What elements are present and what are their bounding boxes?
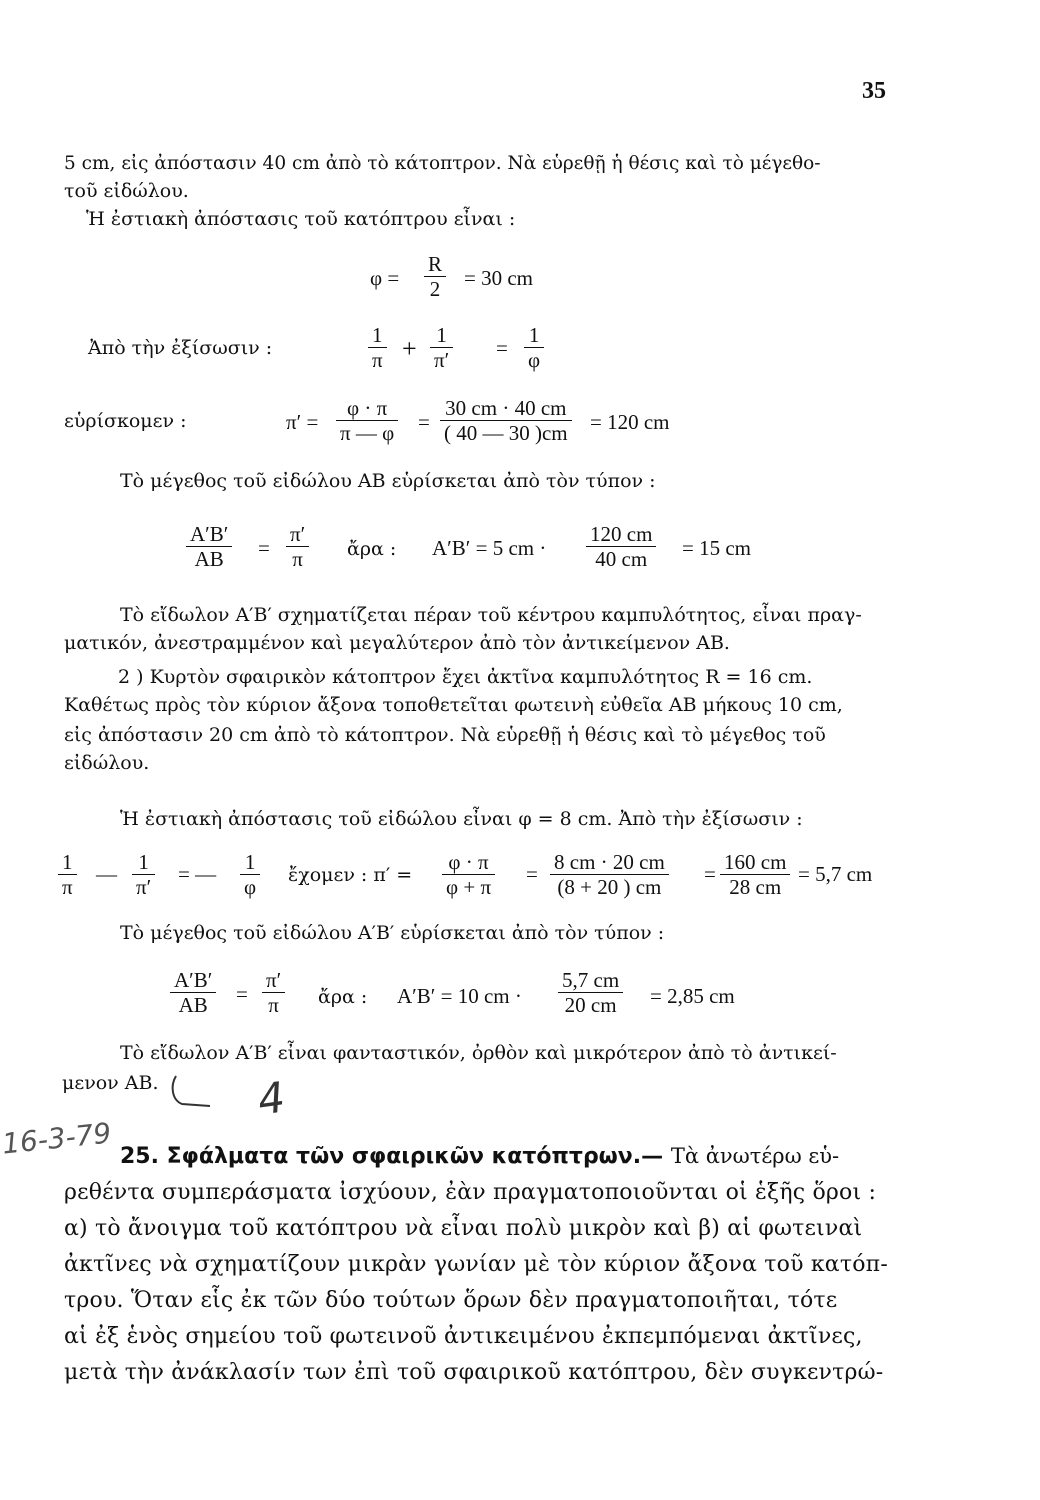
text-line: αἱ ἐξ ἑνὸς σημείου τοῦ φωτεινοῦ ἀντικειμένου ἐκπεμπόμεναι ἀκτῖνες,: [64, 1324, 863, 1349]
fraction-numerator: R: [424, 252, 446, 277]
fraction-r-over-2: [424, 252, 446, 301]
fraction-numerator: 1: [240, 850, 260, 875]
fraction-denominator: φ: [244, 875, 257, 899]
fraction-ab-ratio: [186, 522, 232, 571]
fraction-numerator: 1: [368, 323, 387, 348]
section-number: 25.: [120, 1144, 159, 1169]
text-line: μετὰ τὴν ἀνάκλασίν των ἐπὶ τοῦ σφαιρικοῦ κατόπτρου, δὲν συγκεντρώ-: [64, 1360, 884, 1385]
text-line: ρεθέντα συμπεράσματα ἰσχύουν, ἐὰν πραγματοποιοῦνται οἱ ἑξῆς ὅροι :: [64, 1180, 877, 1205]
text-line: α) τὸ ἄνοιγμα τοῦ κατόπτρου νὰ εἶναι πολὺ μικρὸν καὶ β) αἱ φωτειναὶ: [64, 1216, 863, 1241]
fraction-denominator: π′: [136, 875, 152, 899]
text-line: Τὸ μέγεθος τοῦ εἰδώλου ΑΒ εὑρίσκεται ἀπὸ τὸν τύπον :: [120, 470, 656, 492]
equation-label: Ἀπὸ τὴν ἐξίσωσιν :: [88, 337, 273, 359]
fraction-1-over-pi-prime: [132, 850, 155, 899]
fraction-numerator: φ · π: [442, 850, 495, 875]
fraction-denominator: ( 40 — 30 )cm: [444, 421, 568, 445]
fraction-denominator: 40 cm: [595, 547, 648, 571]
equation-rhs: = 30 cm: [464, 266, 533, 290]
equation-mid: A′B′ = 5 cm ·: [432, 536, 547, 560]
equation-label: ἄρα :: [347, 538, 397, 560]
fraction-1-over-pi-prime: [430, 323, 453, 372]
equation-label: ἄρα :: [318, 986, 368, 1008]
fraction-denominator: AB: [194, 547, 224, 571]
fraction-numerator: 8 cm · 20 cm: [550, 850, 669, 875]
fraction-1-over-pi: [58, 850, 77, 899]
fraction-pi-ratio: [262, 968, 285, 1017]
plus-sign: +: [402, 334, 417, 363]
fraction-numeric: [550, 850, 669, 899]
equation-lhs: φ =: [370, 266, 400, 290]
equals-sign: =: [496, 336, 508, 360]
fraction-120-40: [586, 522, 656, 571]
fraction-1-over-phi: [524, 323, 544, 372]
fraction-numerator: 1: [430, 323, 453, 348]
text-line: εἰς ἀπόστασιν 20 cm ἀπὸ τὸ κάτοπτρον. Νὰ εὑρεθῇ ἡ θέσις καὶ τὸ μέγεθος τοῦ: [64, 724, 826, 746]
text-line: ἀκτῖνες νὰ σχηματίζουν μικρὰν γωνίαν μὲ τὸν κύριον ἄξονα τοῦ κατόπ-: [64, 1252, 888, 1277]
fraction-160-28: [720, 850, 790, 899]
fraction-denominator: π′: [434, 348, 450, 372]
fraction-numeric: [440, 396, 572, 445]
section-heading: [120, 1144, 839, 1169]
minus-sign: —: [96, 862, 117, 886]
fraction-numerator: 120 cm: [586, 522, 656, 547]
equation-lhs: π′ =: [286, 410, 319, 434]
text-line: Τὸ εἴδωλον Α′Β′ σχηματίζεται πέραν τοῦ κέντρου καμπυλότητος, εἶναι πραγ-: [120, 604, 862, 626]
text-line: τρου. Ὅταν εἷς ἐκ τῶν δύο τούτων ὅρων δὲν πραγματοποιῆται, τότε: [64, 1288, 838, 1313]
equals-sign: =: [704, 862, 716, 886]
text-line: Ἡ ἐστιακὴ ἀπόστασις τοῦ εἰδώλου εἶναι φ = 8 cm. Ἀπὸ τὴν ἐξίσωσιν :: [120, 808, 803, 830]
fraction-denominator: 20 cm: [564, 993, 617, 1017]
fraction-denominator: AB: [178, 993, 208, 1017]
fraction-1-over-pi: [368, 323, 387, 372]
fraction-numerator: 1: [524, 323, 544, 348]
text-line: τοῦ εἰδώλου.: [64, 180, 189, 202]
fraction-denominator: (8 + 20 ) cm: [557, 875, 662, 899]
text-line: Καθέτως πρὸς τὸν κύριον ἄξονα τοποθετεῖται φωτεινὴ εὐθεῖα ΑΒ μήκους 10 cm,: [64, 694, 843, 716]
fraction-denominator: φ + π: [446, 875, 492, 899]
fraction-denominator: 2: [429, 277, 441, 301]
fraction-numerator: φ · π: [336, 396, 398, 421]
equation-label: ἔχομεν : π′ =: [288, 864, 413, 886]
section-title: Σφάλματα τῶν σφαιρικῶν κατόπτρων.—: [166, 1144, 664, 1169]
equation-rhs: = 120 cm: [590, 410, 670, 434]
section-text: Τὰ ἀνωτέρω εὑ-: [670, 1144, 840, 1168]
fraction-numerator: 160 cm: [720, 850, 790, 875]
equation-rhs: = 2,85 cm: [650, 984, 735, 1008]
equals-minus: = —: [178, 862, 217, 886]
handwritten-number: 4: [254, 1072, 289, 1125]
fraction-numerator: π′: [286, 522, 309, 547]
text-line: Τὸ μέγεθος τοῦ εἰδώλου Α′Β′ εὑρίσκεται ἀπὸ τὸν τύπον :: [120, 922, 665, 944]
fraction-denominator: π: [292, 547, 303, 571]
fraction-numerator: 5,7 cm: [558, 968, 623, 993]
fraction-denominator: π: [62, 875, 73, 899]
equals-sign: =: [526, 862, 538, 886]
equals-sign: =: [258, 536, 270, 560]
fraction-numerator: 1: [132, 850, 155, 875]
equals-sign: =: [418, 410, 430, 434]
text-line: εἰδώλου.: [64, 752, 150, 774]
fraction-denominator: π: [372, 348, 383, 372]
fraction-1-over-phi: [240, 850, 260, 899]
text-line: ματικόν, ἀνεστραμμένον καὶ μεγαλύτερον ἀπὸ τὸν ἀντικείμενον ΑΒ.: [64, 632, 730, 654]
fraction-denominator: π — φ: [340, 421, 395, 445]
fraction-57-20: [558, 968, 623, 1017]
fraction-phi-pi: [442, 850, 495, 899]
equation-rhs: = 5,7 cm: [798, 862, 873, 886]
fraction-denominator: φ: [528, 348, 541, 372]
equals-sign: =: [236, 982, 248, 1006]
fraction-numerator: π′: [262, 968, 285, 993]
fraction-phi-pi: [336, 396, 398, 445]
page-number: 35: [862, 78, 886, 104]
text-line: μενον ΑΒ.: [62, 1072, 159, 1094]
fraction-pi-ratio: [286, 522, 309, 571]
fraction-denominator: 28 cm: [729, 875, 782, 899]
fraction-numerator: 1: [58, 850, 77, 875]
fraction-numerator: A′B′: [186, 522, 232, 547]
equation-mid: A′B′ = 10 cm ·: [397, 984, 522, 1008]
handwritten-bracket-mark: [168, 1070, 218, 1112]
equation-label: εὑρίσκομεν :: [64, 410, 187, 432]
fraction-numerator: A′B′: [170, 968, 216, 993]
text-line: Τὸ εἴδωλον Α′Β′ εἶναι φανταστικόν, ὀρθὸν καὶ μικρότερον ἀπὸ τὸ ἀντικεί-: [120, 1042, 837, 1064]
equation-rhs: = 15 cm: [682, 536, 751, 560]
fraction-ab-ratio: [170, 968, 216, 1017]
fraction-numerator: 30 cm · 40 cm: [440, 396, 572, 421]
text-line: 5 cm, εἰς ἀπόστασιν 40 cm ἀπὸ τὸ κάτοπτρον. Νὰ εὑρεθῇ ἡ θέσις καὶ τὸ μέγεθο-: [64, 153, 821, 174]
text-line: Ἡ ἐστιακὴ ἀπόστασις τοῦ κατόπτρου εἶναι :: [86, 208, 516, 230]
text-line: 2 ) Κυρτὸν σφαιρικὸν κάτοπτρον ἔχει ἀκτῖνα καμπυλότητος R = 16 cm.: [118, 666, 813, 688]
handwritten-date: 16-3-79: [0, 1116, 113, 1161]
fraction-denominator: π: [268, 993, 279, 1017]
